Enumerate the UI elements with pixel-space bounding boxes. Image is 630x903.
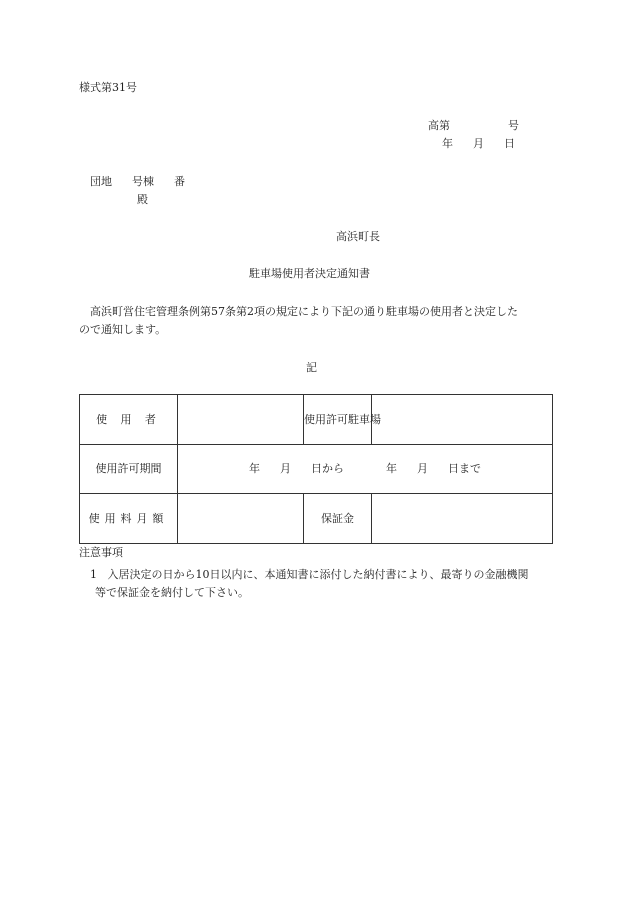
ban-label: 番 xyxy=(174,175,185,188)
info-table xyxy=(79,394,553,544)
fee-value-cell xyxy=(178,494,304,544)
date-day: 日 xyxy=(504,137,515,150)
document-title: 駐車場使用者決定通知書 xyxy=(249,267,370,280)
period-end-year: 年 xyxy=(386,462,397,476)
date-month: 月 xyxy=(473,137,484,150)
note-item-number: 1 xyxy=(90,568,97,581)
document-number xyxy=(428,119,519,132)
ki-heading: 記 xyxy=(306,361,317,374)
recipient-address xyxy=(90,175,185,188)
fee-label-cell: 使用料月額 xyxy=(80,494,178,544)
permit-parking-value-cell xyxy=(372,395,553,445)
notes-heading: 注意事項 xyxy=(79,546,123,559)
recipient-honorific: 殿 xyxy=(137,193,148,206)
permit-period-label-cell: 使用許可期間 xyxy=(80,444,178,494)
table-row xyxy=(80,395,553,445)
period-start-month: 月 xyxy=(280,462,291,476)
table-row xyxy=(80,494,553,544)
period-end-day: 日まで xyxy=(448,462,481,476)
document-date xyxy=(442,137,515,150)
period-end-month: 月 xyxy=(417,462,428,476)
user-value-cell xyxy=(178,395,304,445)
doc-number-suffix: 号 xyxy=(508,119,519,132)
sender-name: 高浜町長 xyxy=(336,230,380,243)
deposit-value-cell xyxy=(372,494,553,544)
period-start-day: 日から xyxy=(311,462,344,476)
permit-period-value-cell xyxy=(178,444,553,494)
form-number: 様式第31号 xyxy=(79,81,137,94)
period-start-year: 年 xyxy=(249,462,260,476)
date-year: 年 xyxy=(442,137,453,150)
table-row xyxy=(80,444,553,494)
permit-parking-label-cell: 使用許可駐車場 xyxy=(304,395,372,445)
body-line-1: 高浜町営住宅管理条例第57条第2項の規定により下記の通り駐車場の使用者と決定した xyxy=(90,305,518,318)
gou-tou-label: 号棟 xyxy=(132,175,154,188)
note-item-text-1: 入居決定の日から10日以内に、本通知書に添付した納付書により、最寄りの金融機関 xyxy=(107,568,529,581)
doc-number-prefix: 高第 xyxy=(428,119,450,132)
user-label-cell: 使 用 者 xyxy=(80,395,178,445)
danchi-label: 団地 xyxy=(90,175,112,188)
deposit-label-cell: 保証金 xyxy=(304,494,372,544)
body-line-2: ので通知します。 xyxy=(79,323,167,336)
note-item-1 xyxy=(90,568,529,581)
note-item-1-continued: 等で保証金を納付して下さい。 xyxy=(95,586,249,599)
